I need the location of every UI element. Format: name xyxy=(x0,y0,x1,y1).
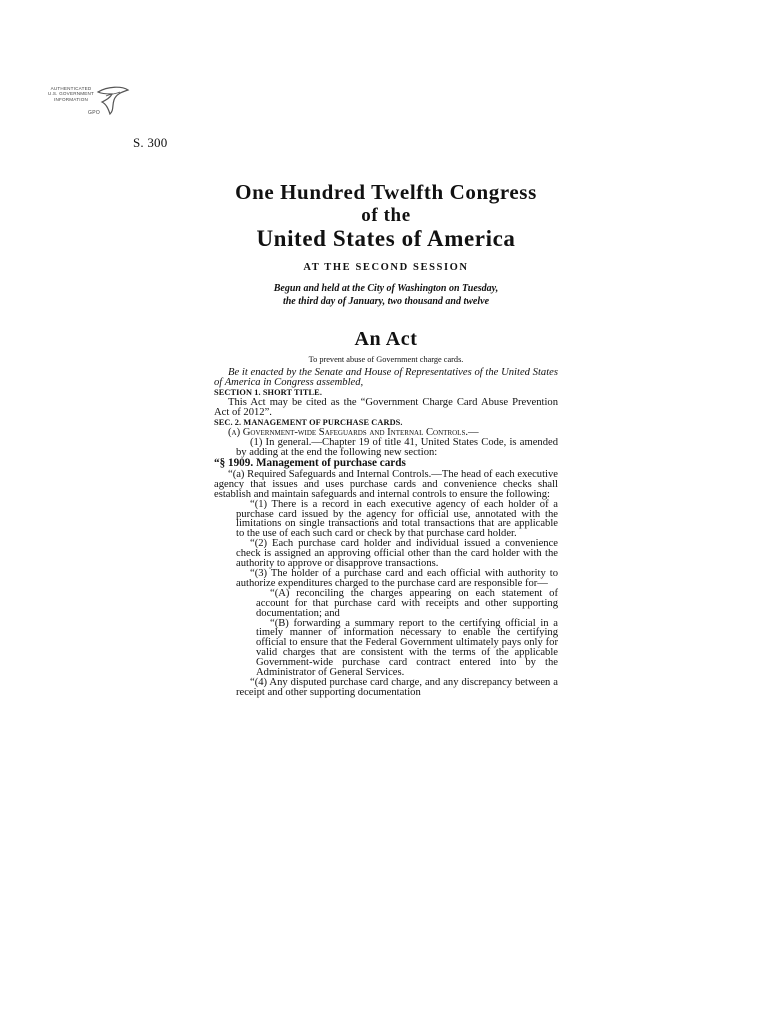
congress-heading-of-the: of the xyxy=(361,205,411,226)
seal-line: INFORMATION xyxy=(53,96,88,102)
paragraph-1: “(1) There is a record in each executive agency of each holder of a purchase card issued by the agency for official use, annotated with the limitations on single transactions and total transactions that are applicable to the use of each such card or check by that purchase card holder. xyxy=(236,498,558,540)
section-2-heading: SEC. 2. MANAGEMENT OF PURCHASE CARDS. xyxy=(214,418,403,428)
paragraph-3: “(3) The holder of a purchase card and each official with authority to authorize expenditures charged to the purchase card are responsible for— xyxy=(236,568,558,589)
seal-gpo: GPO xyxy=(88,110,101,116)
session-line: AT THE SECOND SESSION xyxy=(303,262,469,273)
section-1-heading: SECTION 1. SHORT TITLE. xyxy=(214,387,322,397)
subsection-a-heading: (a) Government-wide Safeguards and Internal Controls.— xyxy=(228,427,479,439)
begun-text xyxy=(214,282,558,308)
paragraph-2: “(2) Each purchase card holder and individual issued a convenience check is assigned an approving official other than the card holder with the authority to approve or disapprove transactions. xyxy=(236,538,558,570)
congress-heading-country: United States of America xyxy=(256,226,516,251)
subparagraph-A: “(A) reconciling the charges appearing on each statement of account for that purchase card with receipts and other supporting documentation; and xyxy=(256,587,558,619)
paragraph-a1: (1) In general.—Chapter 19 of title 41, United States Code, is amended by adding at the end the following new section: xyxy=(236,437,558,459)
section-1909-heading: “§ 1909. Management of purchase cards xyxy=(214,457,406,470)
bill-text xyxy=(214,368,558,698)
seal-line: AUTHENTICATED xyxy=(50,86,92,91)
section-1-body: This Act may be cited as the “Government Charge Card Abuse Prevention Act of 2012”. xyxy=(214,397,558,419)
bill-number: S. 300 xyxy=(133,135,168,150)
subparagraph-B: “(B) forwarding a summary report to the certifying official in a timely manner of information necessary to enable the certifying official to ensure that the Federal Government ultimately pays only for valid charges that are consistent with the terms of the applicable Government-wide purchase card contract entered into by the Administrator of General Services. xyxy=(256,617,558,679)
begun-line-2: the third day of January, two thousand and twelve xyxy=(282,296,490,307)
paragraph-4: “(4) Any disputed purchase card charge, and any discrepancy between a receipt and other supporting documentation xyxy=(236,676,558,698)
act-purpose: To prevent abuse of Government charge cards. xyxy=(308,355,464,364)
act-title: An Act xyxy=(354,328,418,350)
section-1909-a: “(a) Required Safeguards and Internal Controls.—The head of each executive agency that issues and uses purchase cards and convenience checks shall establish and maintain safeguards and internal controls to ensure the following: xyxy=(214,468,558,500)
seal-line: U.S. GOVERNMENT xyxy=(47,91,95,97)
authentication-seal xyxy=(36,84,132,124)
congress-heading: One Hundred Twelfth Congress xyxy=(235,180,537,204)
enacting-clause: Be it enacted by the Senate and House of Representatives of the United States of America in Congress assembled, xyxy=(214,367,558,388)
begun-line-1: Begun and held at the City of Washington on Tuesday, xyxy=(273,283,499,294)
